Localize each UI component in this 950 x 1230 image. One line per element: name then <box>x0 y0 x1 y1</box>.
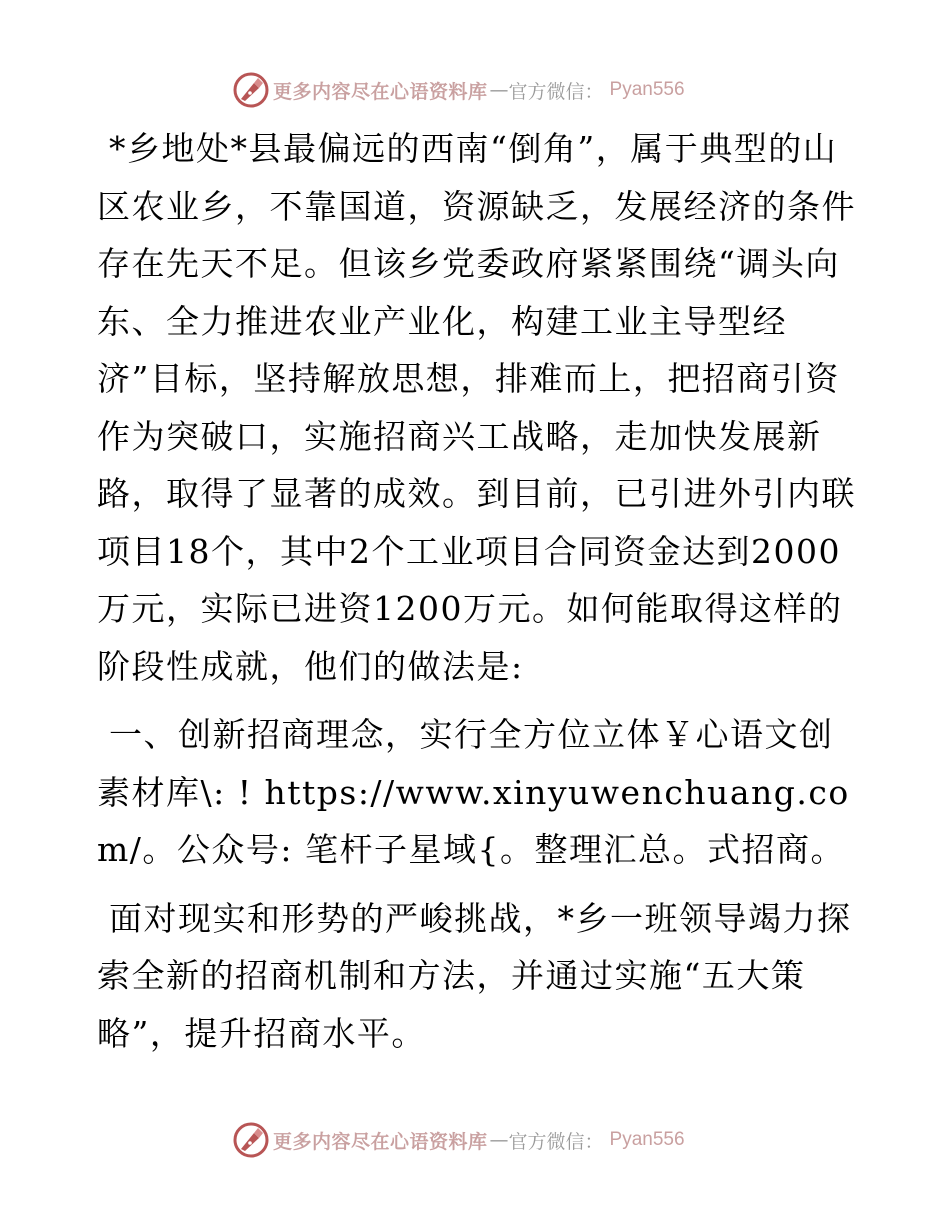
banner-wechat-label: 官方微信： <box>508 80 604 103</box>
pen-nib-circle-icon <box>232 1121 270 1159</box>
document-body <box>97 120 857 1062</box>
pen-nib-circle-icon <box>232 71 270 109</box>
banner-wechat-id: Pyan556 <box>609 1129 685 1150</box>
banner-main-text: 更多内容尽在心语资料库 <box>273 80 488 103</box>
banner-main-text: 更多内容尽在心语资料库 <box>273 1130 488 1153</box>
banner-separator: — <box>489 1129 507 1151</box>
banner-wechat-label: 官方微信： <box>508 1130 604 1153</box>
header-watermark-banner <box>232 70 685 110</box>
paragraph-intro: *乡地处*县最偏远的西南“倒角”，属于典型的山区农业乡，不靠国道，资源缺乏，发展经济的条件存在先天不足。但该乡党委政府紧紧围绕“调头向东、全力推进农业产业化，构建工业主导型经济”目标，坚持解放思想，排难而上，把招商引资作为突破口，实施招商兴工战略，走加快发展新路，取得了显著的成效。到目前，已引进外引内联项目18个，其中2个工业项目合同资金达到2000万元，实际已进资1200万元。如何能取得这样的阶段性成就，他们的做法是: <box>97 129 856 686</box>
paragraph-section-one: 一、创新招商理念，实行全方位立体￥心语文创素材库\: ! https://www.xinyuwenchuang.com/。公众号: 笔杆子星域{。整理汇总。式招商。 <box>97 715 850 869</box>
footer-watermark-banner <box>232 1120 685 1160</box>
banner-wechat-id: Pyan556 <box>609 79 685 100</box>
paragraph-strategies: 面对现实和形势的严峻挑战，*乡一班领导竭力探索全新的招商机制和方法，并通过实施“五大策略”，提升招商水平。 <box>97 898 852 1053</box>
banner-separator: — <box>489 79 507 101</box>
